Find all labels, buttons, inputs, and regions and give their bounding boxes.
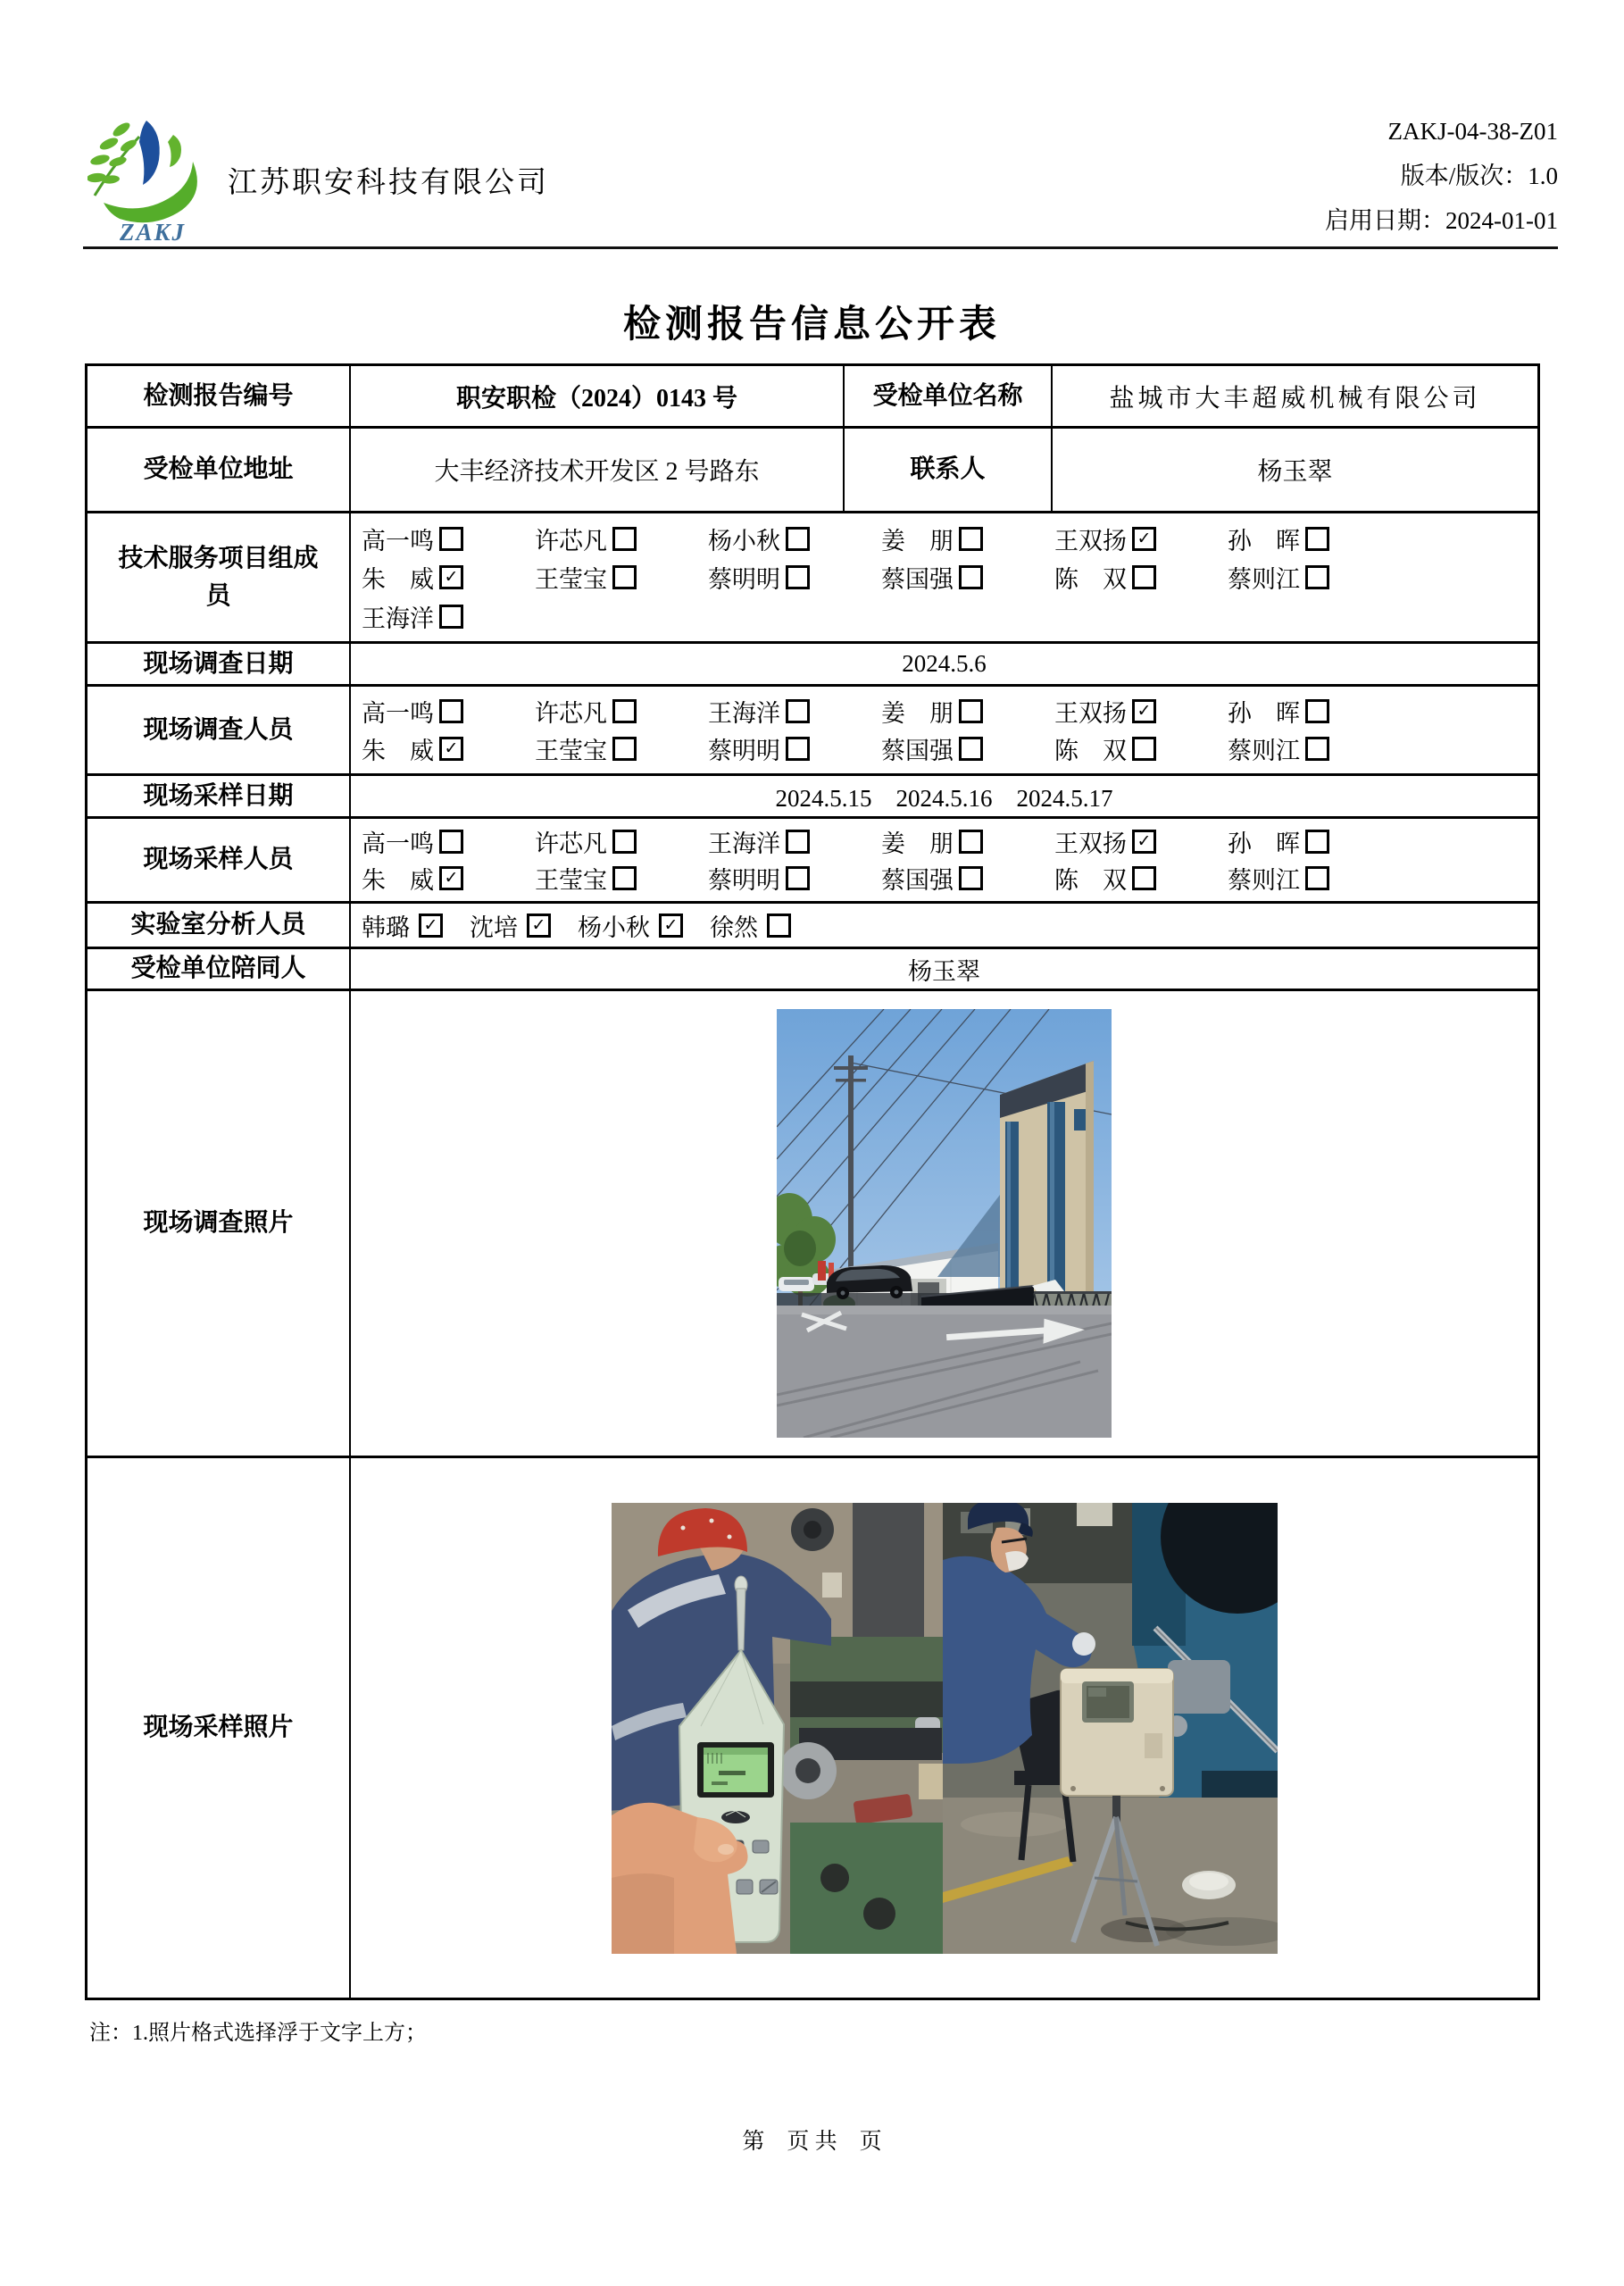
checkbox-checked: ✓ xyxy=(1132,527,1156,551)
team-label: 技术服务项目组成员 xyxy=(87,513,351,641)
person-option xyxy=(535,521,708,556)
checkbox-unchecked xyxy=(1305,699,1329,723)
hat-speckle xyxy=(709,1518,713,1523)
doc-start-date: 启用日期：2024-01-01 xyxy=(1325,207,1558,234)
checkbox-unchecked xyxy=(612,527,637,551)
personnel-line xyxy=(362,731,1537,766)
noise-measurement-photo xyxy=(612,1503,943,1954)
person-option xyxy=(1228,824,1401,859)
person-name: 许芯凡 xyxy=(535,527,607,555)
person-option xyxy=(1228,731,1401,766)
personnel-line xyxy=(362,908,1537,943)
road-horizon xyxy=(777,1306,1112,1314)
person-name: 高一鸣 xyxy=(362,527,434,555)
bright-window xyxy=(1077,1503,1112,1526)
doc-version: 版本/版次：1.0 xyxy=(1400,163,1558,189)
header-divider xyxy=(83,246,1558,249)
person-option xyxy=(535,824,708,859)
person-option xyxy=(535,731,708,766)
person-option xyxy=(362,560,535,595)
person-name: 王莹宝 xyxy=(535,566,607,593)
person-name: 王海洋 xyxy=(362,605,434,632)
sampling-instrument xyxy=(1061,1669,1173,1796)
person-name: 孙 晖 xyxy=(1228,830,1300,857)
person-option xyxy=(1228,861,1401,896)
unit-name-label: 受检单位名称 xyxy=(845,366,1053,426)
checkbox-unchecked xyxy=(612,565,637,589)
person-name: 朱 威 xyxy=(362,566,434,593)
checkbox-unchecked xyxy=(439,699,463,723)
person-name: 王莹宝 xyxy=(535,867,607,894)
person-name: 高一鸣 xyxy=(362,830,434,857)
person-option xyxy=(362,599,535,634)
unit-name-value: 盐城市大丰超威机械有限公司 xyxy=(1109,384,1481,413)
person-option xyxy=(1228,694,1401,729)
checkbox-unchecked xyxy=(959,699,983,723)
table-row xyxy=(87,949,1537,991)
handwheel xyxy=(863,1898,895,1930)
flange-bore xyxy=(795,1758,820,1783)
person-option xyxy=(708,521,881,556)
person-option xyxy=(362,908,443,943)
person-option xyxy=(881,694,1054,729)
survey-date-label: 现场调查日期 xyxy=(87,644,351,684)
person-name: 朱 威 xyxy=(362,867,434,894)
checkbox-unchecked xyxy=(959,866,983,890)
checkbox-unchecked xyxy=(959,527,983,551)
checkbox-unchecked xyxy=(1132,737,1156,761)
hat-speckle xyxy=(727,1534,731,1539)
person-name: 沈培 xyxy=(470,914,518,941)
dust-sampling-photo xyxy=(943,1503,1278,1954)
brand-logo xyxy=(721,1811,750,1823)
sampling-staff-label: 现场采样人员 xyxy=(87,819,351,901)
person-name: 孙 晖 xyxy=(1228,699,1300,727)
hub xyxy=(895,1290,899,1295)
wall-paper xyxy=(822,1573,842,1598)
person-name: 许芯凡 xyxy=(535,830,607,857)
footnote: 注：1.照片格式选择浮于文字上方； xyxy=(89,2022,427,2045)
person-name: 蔡国强 xyxy=(881,566,954,593)
person-option xyxy=(708,560,881,595)
person-option xyxy=(362,731,535,766)
person-option xyxy=(535,861,708,896)
sampling-date-value: 2024.5.15 2024.5.16 2024.5.17 xyxy=(775,785,1113,812)
person-option xyxy=(1228,560,1401,595)
checkbox-checked: ✓ xyxy=(1132,830,1156,854)
person-option xyxy=(1054,694,1228,729)
escort-value: 杨玉翠 xyxy=(908,957,980,985)
person-option xyxy=(881,560,1054,595)
person-name: 王双扬 xyxy=(1054,527,1127,555)
person-option xyxy=(708,824,881,859)
checkbox-unchecked xyxy=(959,830,983,854)
survey-staff-label: 现场调查人员 xyxy=(87,687,351,773)
survey-photo-cell xyxy=(351,991,1537,1456)
box-top xyxy=(1061,1669,1173,1683)
person-name: 王海洋 xyxy=(708,699,780,727)
person-name: 孙 晖 xyxy=(1228,527,1300,555)
machine-base xyxy=(790,1823,943,1954)
person-name: 蔡国强 xyxy=(881,867,954,894)
glass-highlight xyxy=(1007,1122,1011,1304)
hub xyxy=(841,1291,845,1296)
tower-shade xyxy=(1086,1061,1094,1304)
checkbox-unchecked xyxy=(1305,737,1329,761)
lcd-reading xyxy=(712,1781,728,1785)
checkbox-unchecked xyxy=(786,866,810,890)
sampling-photo-cell xyxy=(351,1458,1537,1998)
machine-head xyxy=(1168,1660,1230,1714)
fence-rail xyxy=(1034,1291,1112,1294)
person-name: 姜 朋 xyxy=(881,527,954,555)
table-row xyxy=(87,687,1537,776)
lcd-shadow xyxy=(704,1748,768,1755)
team-members xyxy=(351,513,1537,641)
person-name: 蔡则江 xyxy=(1228,566,1300,593)
person-option xyxy=(881,731,1054,766)
checkbox-unchecked xyxy=(767,914,791,938)
logo-text: ZAKJ xyxy=(120,219,187,245)
page-title: 检测报告信息公开表 xyxy=(622,305,1001,346)
car-windows xyxy=(784,1280,809,1285)
person-name: 王莹宝 xyxy=(535,738,607,765)
person-name: 杨小秋 xyxy=(708,527,780,555)
person-option xyxy=(1228,521,1401,556)
checkbox-unchecked xyxy=(439,830,463,854)
person-option xyxy=(708,694,881,729)
checkbox-unchecked xyxy=(1305,866,1329,890)
personnel-line xyxy=(362,861,1537,896)
person-name: 蔡明明 xyxy=(708,738,780,765)
person-name: 王海洋 xyxy=(708,830,780,857)
logo-green-drop xyxy=(168,135,181,167)
person-name: 杨小秋 xyxy=(578,914,650,941)
person-option xyxy=(1054,731,1228,766)
checkbox-checked: ✓ xyxy=(419,914,443,938)
person-name: 徐然 xyxy=(710,914,758,941)
person-option xyxy=(535,560,708,595)
person-name: 王双扬 xyxy=(1054,830,1127,857)
checkbox-unchecked xyxy=(786,737,810,761)
person-option xyxy=(710,908,791,943)
report-no-value: 职安职检（2024）0143 号 xyxy=(351,366,845,426)
person-option xyxy=(1054,824,1228,859)
document-meta xyxy=(1325,109,1558,243)
checkbox-unchecked xyxy=(786,830,810,854)
person-name: 蔡则江 xyxy=(1228,867,1300,894)
person-option xyxy=(881,861,1054,896)
person-name: 许芯凡 xyxy=(535,699,607,727)
person-name: 蔡国强 xyxy=(881,738,954,765)
sampling-photos xyxy=(612,1503,1278,1954)
contact-value: 杨玉翠 xyxy=(1257,458,1333,486)
survey-staff xyxy=(351,687,1537,773)
person-option xyxy=(362,861,535,896)
doc-code: ZAKJ-04-38-Z01 xyxy=(1387,118,1558,145)
lab-staff-label: 实验室分析人员 xyxy=(87,904,351,947)
checkbox-checked: ✓ xyxy=(439,866,463,890)
personnel-line xyxy=(362,560,1537,595)
survey-date-value: 2024.5.6 xyxy=(902,650,987,677)
escort-label: 受检单位陪同人 xyxy=(87,949,351,989)
report-no-label: 检测报告编号 xyxy=(87,366,351,426)
person-option xyxy=(535,694,708,729)
checkbox-unchecked xyxy=(786,699,810,723)
factory-entrance-photo xyxy=(777,1009,1112,1438)
person-name: 姜 朋 xyxy=(881,830,954,857)
pole-crossarm xyxy=(834,1066,868,1070)
person-name: 姜 朋 xyxy=(881,699,954,727)
company-name: 江苏职安科技有限公司 xyxy=(228,167,549,199)
person-name: 高一鸣 xyxy=(362,699,434,727)
checkbox-unchecked xyxy=(959,737,983,761)
person-option xyxy=(708,861,881,896)
table-row xyxy=(87,644,1537,687)
person-option xyxy=(1054,521,1228,556)
checkbox-unchecked xyxy=(612,830,637,854)
person-name: 韩璐 xyxy=(362,914,410,941)
person-option xyxy=(1054,560,1228,595)
red-sign xyxy=(818,1261,826,1281)
hat-speckle xyxy=(680,1525,685,1530)
address-value: 大丰经济技术开发区 2 号路东 xyxy=(351,429,845,511)
pole-crossarm xyxy=(836,1079,866,1082)
address-label: 受检单位地址 xyxy=(87,429,351,511)
glass-highlight xyxy=(1050,1102,1054,1304)
microphone-stem xyxy=(737,1589,745,1650)
person-option xyxy=(578,908,683,943)
checkbox-unchecked xyxy=(1132,565,1156,589)
sampling-photo-label: 现场采样照片 xyxy=(87,1458,351,1998)
lcd-reading xyxy=(719,1771,745,1775)
latch xyxy=(1160,1786,1165,1791)
logo-blue-drop xyxy=(139,121,160,185)
screen-reflection xyxy=(1088,1688,1106,1697)
checkbox-unchecked xyxy=(786,527,810,551)
person-option xyxy=(881,521,1054,556)
white-object-top xyxy=(1189,1873,1228,1890)
table-row xyxy=(87,819,1537,904)
person-option xyxy=(362,824,535,859)
personnel-line xyxy=(362,824,1537,859)
wall-fan-hub xyxy=(804,1521,821,1539)
person-option xyxy=(881,824,1054,859)
checkbox-unchecked xyxy=(612,737,637,761)
checkbox-checked: ✓ xyxy=(439,565,463,589)
person-name: 陈 双 xyxy=(1054,867,1127,894)
checkbox-unchecked xyxy=(959,565,983,589)
checkbox-unchecked xyxy=(612,866,637,890)
person-name: 朱 威 xyxy=(362,738,434,765)
checkbox-checked: ✓ xyxy=(1132,699,1156,723)
company-logo xyxy=(87,109,208,245)
tower-window xyxy=(1074,1109,1086,1130)
contact-label: 联系人 xyxy=(845,429,1053,511)
table-row xyxy=(87,513,1537,644)
checkbox-unchecked xyxy=(786,565,810,589)
sampling-date-label: 现场采样日期 xyxy=(87,776,351,816)
logo-leaves xyxy=(87,121,138,185)
lab-staff xyxy=(351,904,1537,947)
lathe-bed xyxy=(790,1681,943,1717)
chip-tray xyxy=(919,1764,943,1799)
table-row xyxy=(87,776,1537,819)
table-row xyxy=(87,366,1537,429)
utility-pole xyxy=(848,1055,854,1279)
personnel-line xyxy=(362,521,1537,556)
white-glove xyxy=(1072,1632,1095,1656)
checkbox-unchecked xyxy=(612,699,637,723)
person-name: 陈 双 xyxy=(1054,566,1127,593)
person-name: 蔡明明 xyxy=(708,867,780,894)
box-label xyxy=(1145,1733,1162,1758)
checkbox-unchecked xyxy=(1305,830,1329,854)
checkbox-unchecked xyxy=(439,527,463,551)
person-name: 王双扬 xyxy=(1054,699,1127,727)
checkbox-unchecked xyxy=(1132,866,1156,890)
person-name: 陈 双 xyxy=(1054,738,1127,765)
checkbox-unchecked xyxy=(439,605,463,629)
thumbnail xyxy=(718,1844,734,1855)
personnel-line xyxy=(362,694,1537,729)
checkbox-checked: ✓ xyxy=(439,737,463,761)
person-option xyxy=(362,694,535,729)
person-option xyxy=(362,521,535,556)
hand-shade xyxy=(612,1873,674,1954)
table-row xyxy=(87,429,1537,513)
person-name: 蔡明明 xyxy=(708,566,780,593)
table-row xyxy=(87,1458,1537,1998)
checkbox-checked: ✓ xyxy=(659,914,683,938)
table-row xyxy=(87,991,1537,1458)
table-row xyxy=(87,904,1537,949)
tree-shadow xyxy=(784,1231,816,1266)
survey-photo-label: 现场调查照片 xyxy=(87,991,351,1456)
handwheel xyxy=(820,1864,849,1892)
person-option xyxy=(470,908,551,943)
person-option xyxy=(708,731,881,766)
checkbox-unchecked xyxy=(1305,527,1329,551)
checkbox-unchecked xyxy=(1305,565,1329,589)
latch xyxy=(1070,1786,1076,1791)
checkbox-checked: ✓ xyxy=(527,914,551,938)
sampling-staff xyxy=(351,819,1537,901)
floor-patch xyxy=(961,1812,1068,1837)
page-number-footer: 第 页 共 页 xyxy=(742,2130,882,2154)
person-option xyxy=(1054,861,1228,896)
person-name: 蔡则江 xyxy=(1228,738,1300,765)
info-table xyxy=(85,363,1540,2000)
personnel-line xyxy=(362,599,1537,634)
